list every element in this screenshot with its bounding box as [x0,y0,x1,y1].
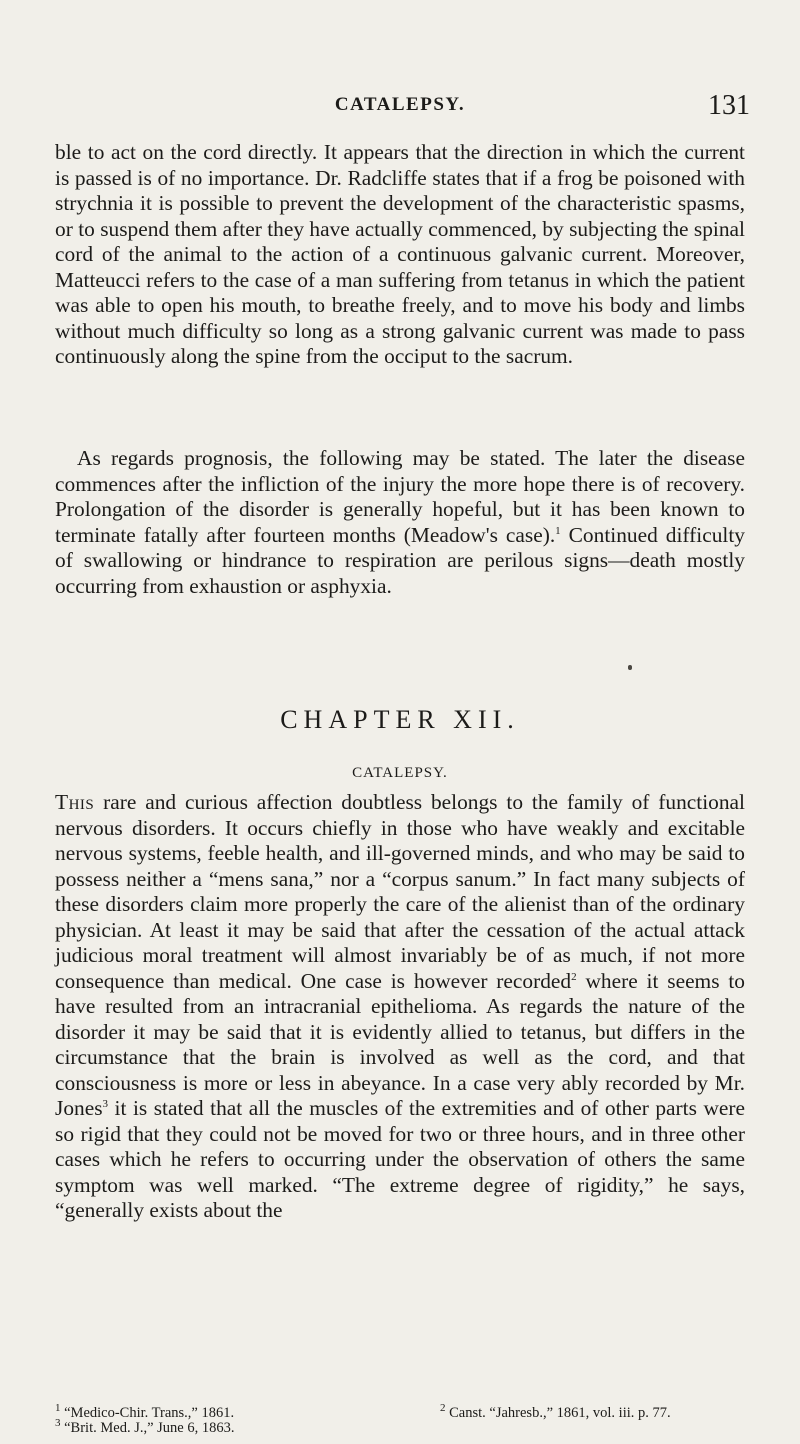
chapter-heading: CHAPTER XII. [280,705,520,734]
footnote-mark: 3 [55,1417,61,1430]
footnote-row [55,1402,745,1421]
chapter-opening-paragraph [55,790,745,1224]
footnote-ref: 3 [102,1097,109,1110]
footnote-ref: 2 [571,970,577,983]
paragraph-text: As regards prognosis, the following may be stated. The later the disease commences after the infliction of the injury the more hope there is of recovery. Prolongation of the disorder is generally hopeful, but it has been known to terminate fatally after fourteen months (Meadow's case). [55,446,745,547]
lead-word: This [55,790,95,814]
footnote-mark: 2 [440,1402,446,1415]
chapter-subtitle: CATALEPSY. [352,765,448,781]
running-title: CATALEPSY. [334,94,466,115]
footnote-3 [55,1417,235,1436]
footnote-ref: 1 [555,524,561,537]
footnote-row [55,1417,745,1436]
prognosis-paragraph [55,446,745,599]
footnote-text: “Medico-Chir. Trans.,” 1861. [60,1405,235,1421]
paragraph-text: rare and curious affection doubtless belongs to the family of functional nervous disorders. It occurs chiefly in those who have weakly and excitable nervous systems, feeble health, and ill-governed minds, and who may be said to possess neither a “mens sana,” nor a “corpus sanum.” In fact many subjects of these disorders claim more properly the care of the alienist than of the ordinary physician. At least it may be said that after the cessation of the actual attack judicious moral treatment will almost invariably be of as much, if not more consequence than medical. One case is however recorded [55,790,745,993]
footnote-text: “Brit. Med. J.,” June 6, 1863. [60,1420,235,1436]
footnote-mark: 1 [55,1402,61,1415]
footnote-1 [55,1402,235,1421]
paragraph-text: Continued difficulty of swallowing or hindrance to respiration are perilous signs—death mostly occurring from exhaustion or asphyxia. [55,522,745,598]
footnote-2 [440,1402,671,1421]
continued-paragraph [55,140,745,370]
paragraph-text: where it seems to have resulted from an intracranial epithelioma. As regards the nature of the disorder it may be said that it is evidently allied to tetanus, but differs in the circumstance that the brain is involved as well as the cord, and that consciousness is more or less in abeyance. In a case very ably recorded by Mr. Jones [55,968,745,1120]
paragraph-text: it is stated that all the muscles of the extremities and of other parts were so rigid that they could not be moved for two or three hours, and in three other cases which he refers to occurring under the observation of others the same symptom was well marked. “The extreme degree of rigidity,” he says, “generally exists about the [55,1096,745,1222]
running-head [0,90,800,130]
paragraph-text: ble to act on the cord directly. It appears that the direction in which the current is passed is of no importance. Dr. Radcliffe states that if a frog be poisoned with strychnia it is possible to prevent the development of the characteristic spasms, or to suspend them after they have actually commenced, by subjecting the spinal cord of the animal to the action of a continuous galvanic current. Moreover, Matteucci refers to the case of a man suffering from tetanus in which the patient was able to open his mouth, to breathe freely, and to move his body and limbs without much difficulty so long as a strong galvanic current was made to pass continuously along the spine from the occiput to the sacrum. [55,140,745,368]
print-speck [628,665,632,670]
footnotes [55,1402,745,1436]
footnote-text: Canst. “Jahresb.,” 1861, vol. iii. p. 77. [445,1405,671,1421]
page-number: 131 [708,90,750,121]
